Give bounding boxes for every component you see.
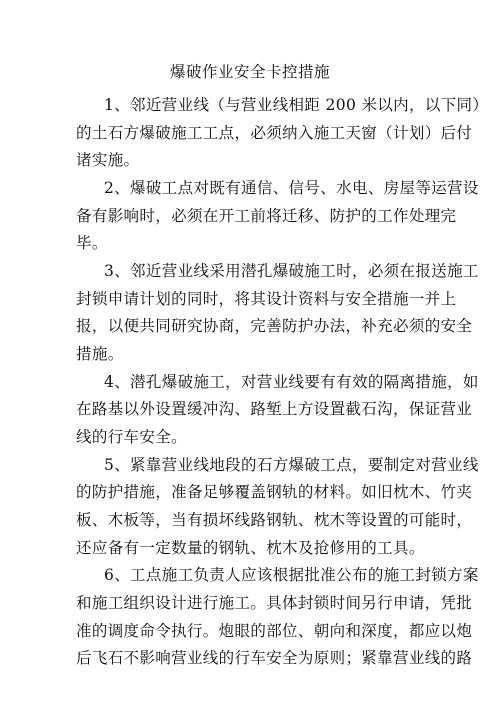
paragraph-5-line-2: 的防护措施，准备足够覆盖钢轨的材料。如旧枕木、竹夹 — [76, 483, 473, 501]
paragraph-2-line-1: 2、爆破工点对既有通信、信号、水电、房屋等运营设 — [104, 179, 479, 197]
document-title: 爆破作业安全卡控措施 — [169, 63, 330, 81]
paragraph-1-line-3: 诸实施。 — [76, 151, 140, 169]
paragraph-6-line-4: 后飞石不影响营业线的行车安全为原则；紧靠营业线的路 — [76, 649, 473, 667]
paragraph-6-line-2: 和施工组织设计进行施工。具体封锁时间另行申请，凭批 — [76, 594, 473, 612]
paragraph-6-line-3: 准的调度命令执行。炮眼的部位、朝向和深度，都应以炮 — [76, 622, 473, 640]
paragraph-3-line-1: 3、邻近营业线采用潜孔爆破施工时，必须在报送施工 — [104, 262, 479, 280]
paragraph-1-line-1: 1、邻近营业线（与营业线相距 200 米以内，以下同） — [104, 96, 489, 114]
paragraph-2-line-3: 毕。 — [76, 234, 108, 252]
paragraph-5-line-3: 板、木板等，当有损坏线路钢轨、枕木等设置的可能时， — [76, 511, 473, 529]
paragraph-5-line-4: 还应备有一定数量的钢轨、枕木及抢修用的工具。 — [76, 539, 425, 557]
paragraph-4-line-2: 在路基以外设置缓冲沟、路堑上方设置截石沟，保证营业 — [76, 400, 473, 418]
paragraph-4-line-3: 线的行车安全。 — [76, 428, 187, 446]
paragraph-2-line-2: 备有影响时，必须在开工前将迁移、防护的工作处理完 — [76, 207, 457, 225]
paragraph-3-line-4: 措施。 — [76, 345, 124, 363]
paragraph-3-line-2: 封锁申请计划的同时，将其设计资料与安全措施一并上 — [76, 290, 457, 308]
paragraph-3-line-3: 报，以便共同研究协商，完善防护办法，补充必须的安全 — [76, 317, 473, 335]
paragraph-4-line-1: 4、潜孔爆破施工，对营业线要有有效的隔离措施，如 — [104, 373, 479, 391]
paragraph-5-line-1: 5、紧靠营业线地段的石方爆破工点，要制定对营业线 — [104, 456, 479, 474]
paragraph-6-line-1: 6、工点施工负责人应该根据批准公布的施工封锁方案 — [104, 566, 479, 584]
paragraph-1-line-2: 的土石方爆破施工工点，必须纳入施工天窗（计划）后付 — [76, 124, 473, 142]
